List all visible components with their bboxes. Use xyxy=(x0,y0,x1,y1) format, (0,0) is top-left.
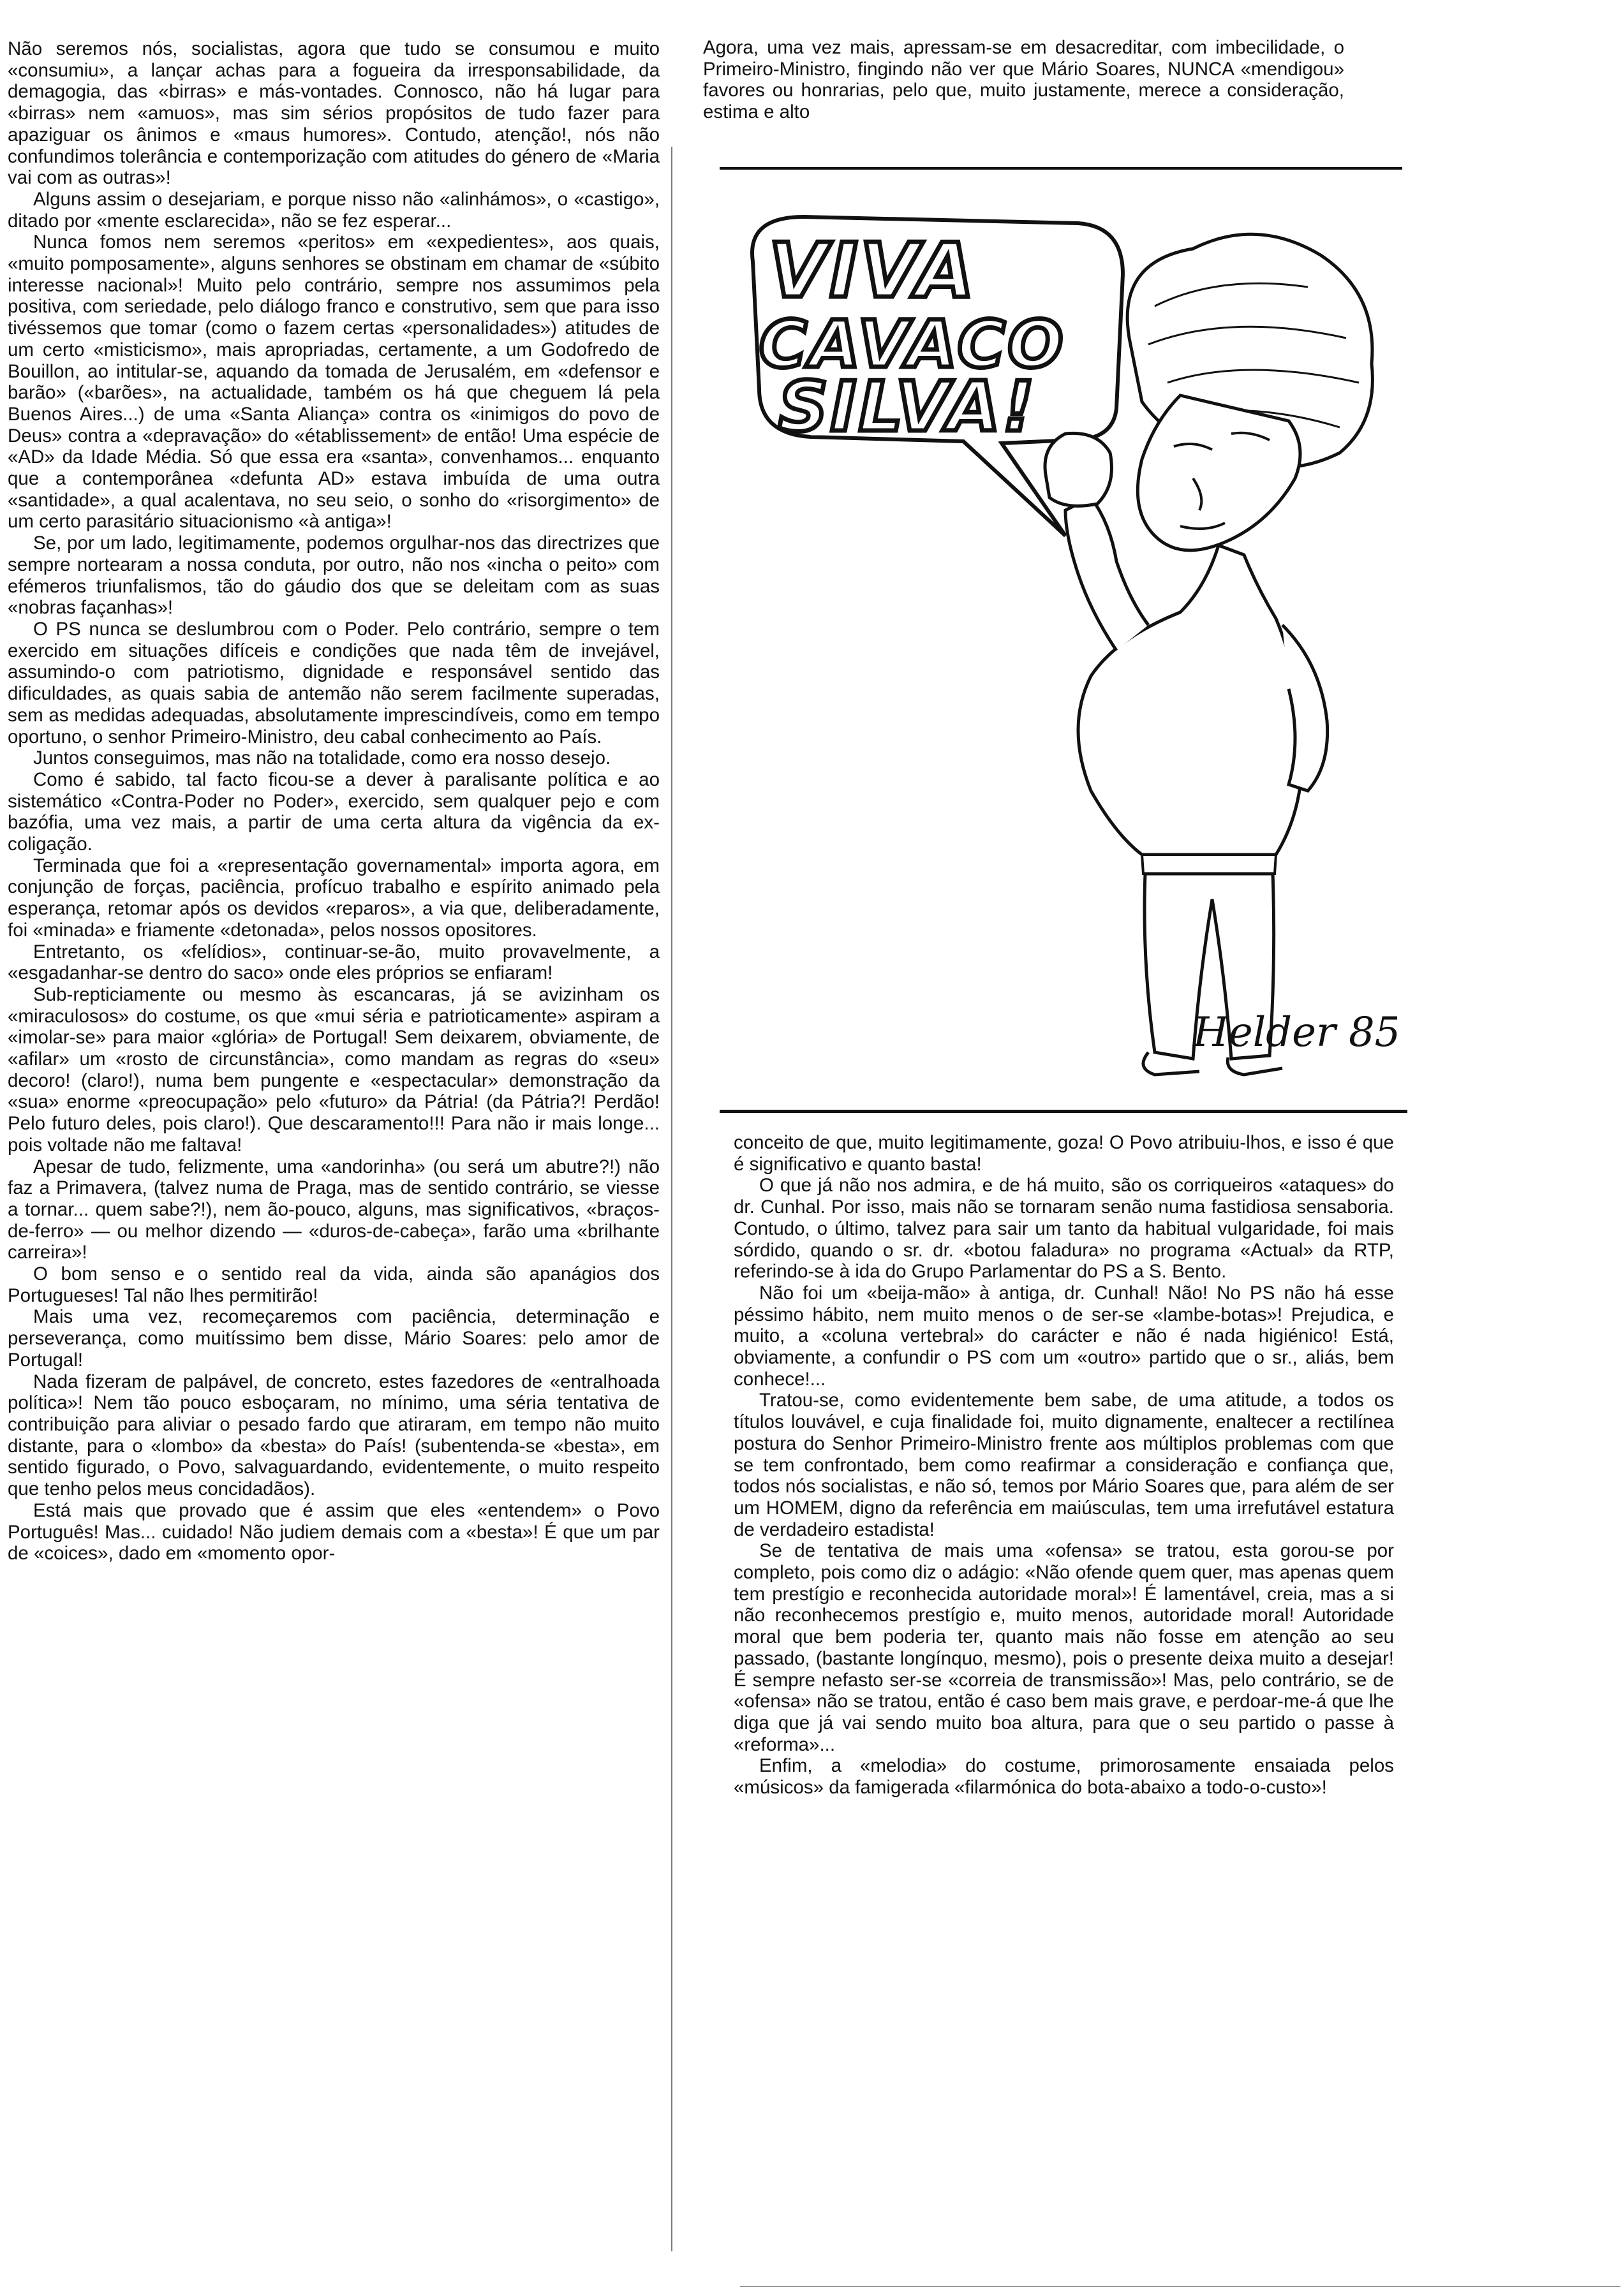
speech-line-2: CAVACO xyxy=(759,307,1066,383)
paragraph: Enfim, a «melodia» do costume, primorosamente ensaiada pelos «músicos» da famigerada «filarmónica do bota-abaixo a todo-o-custo»! xyxy=(734,1755,1394,1799)
figure-raised-arm xyxy=(1065,497,1148,651)
paragraph: Entretanto, os «felídios», continuar-se-ão, muito provavelmente, a «esgadanhar-se dentro do saco» onde eles próprios se enfiaram! xyxy=(8,941,660,984)
paragraph: Terminada que foi a «representação governamental» importa agora, em conjunção de forças, paciência, profícuo trabalho e espírito animado pela esperança, retomar após os devidos «reparos», a via que, deliberadamente, foi «minada» e friamente «detonada», pelos nossos opositores. xyxy=(8,855,660,941)
paragraph: Mais uma vez, recomeçaremos com paciência, determinação e perseverança, como muitíssimo bem disse, Mário Soares: pelo amor de Portugal! xyxy=(8,1306,660,1371)
paragraph: Sub-repticiamente ou mesmo às escancaras, já se avizinham os «miraculosos» do costume, os que «mui séria e patrioticamente» aspiram a «imolar-se» para maior «glória» de Portugal! Sem deixarem, obviamente, de «afilar» um «rosto de circunstância», como mandam as regras do «seu» decoro! (claro!), numa bem pungente e «espectacular» demonstração da «sua» enorme «preocupação» pelo «futuro» da Pátria! (da Pátria?! Perdão! Pelo futuro deles, pois claro!). Que descaramento!!! Para não ir mais longe... pois voltade não me faltava! xyxy=(8,983,660,1156)
paragraph: Nada fizeram de palpável, de concreto, estes fazedores de «entralhoada política»! Nem tão pouco esboçaram, no mínimo, uma séria tentativa de contribuição para aliviar o pesado fardo que atiraram, em tempo não muito distante, para o «lombo» da «besta» do País! (subentenda-se «besta», em sentido figurado, o Povo, salvaguardando, evidentemente, o muito respeito que tenho pelos meus concidadãos). xyxy=(8,1371,660,1500)
paragraph: O PS nunca se deslumbrou com o Poder. Pelo contrário, sempre o tem exercido em situações difíceis e condições que nada têm de invejável, assumindo-o com patriotismo, dignidade e responsável sentido das dificuldades, as quais sabia de antemão não serem facilmente superadas, sem as medidas adequadas, absolutamente imprescindíveis, como em tempo oportuno, o senhor Primeiro-Ministro, deu cabal conhecimento ao País. xyxy=(8,618,660,747)
column-divider xyxy=(671,147,672,2251)
paragraph: Como é sabido, tal facto ficou-se a dever à paralisante política e ao sistemático «Contra-Poder no Poder», exercido, sem qualquer pejo e com bazófia, uma vez mais, a partir de uma certa altura da vigência da ex-coligação. xyxy=(8,769,660,855)
paragraph: Juntos conseguimos, mas não na totalidade, como era nosso desejo. xyxy=(33,747,611,769)
speech-line-1: VIVA xyxy=(769,226,977,314)
speech-line-3: SILVA! xyxy=(778,367,1037,447)
figure-face xyxy=(1138,395,1300,550)
paragraph: conceito de que, muito legitimamente, goza! O Povo atribuiu-lhos, e isso é que é significativo e quanto basta! xyxy=(734,1132,1394,1175)
paragraph: Nunca fomos nem seremos «peritos» em «expedientes», aos quais, «muito pomposamente», alguns senhores se obstinam em chamar de «súbito interesse nacional»! Muito pelo contrário, sempre nos assumimos pela positiva, com seriedade, pelo diálogo franco e construtivo, sem que para isso tivéssemos que tomar (como o fazem certas «personalidades») atitudes de um certo «misticismo», mais apropriadas, certamente, a um Godofredo de Bouillon, ao intitular-se, aquando da tomada de Jerusalém, em «defensor e barão» («barões», na actualidade, também os há que cheguem lá pela Buenos Aires...) de uma «Santa Aliança» contra os «inimigos do povo de Deus» contra a «depravação» do «établissement» de então! Uma espécie de «AD» da Idade Média. Só que essa era «santa», convenhamos... enquanto que a contemporânea «defunta AD» estava imbuída de uma outra «santidade», a qual acalentava, no seu seio, o sonho do «risorgimento» de um certo parasitário situacionismo «à antiga»! xyxy=(8,232,660,533)
paragraph: Alguns assim o desejariam, e porque nisso não «alinhámos», o «castigo», ditado por «mente esclarecida», não se fez esperar... xyxy=(8,188,660,232)
paragraph: Se, por um lado, legitimamente, podemos orgulhar-nos das directrizes que sempre nortearam a nossa conduta, por outro, não nos «incha o peito» com efémeros triunfalismos, tão do gáudio dos que se deleitam com as suas «nobras façanhas»! xyxy=(8,533,660,619)
right-top-text xyxy=(703,37,1344,145)
paragraph: Não foi um «beija-mão» à antiga, dr. Cunhal! Não! No PS não há esse péssimo hábito, nem muito menos o de ser-se «lambe-botas»! Prejudica, e muito, a «coluna vertebral» do carácter e não é nada higiénico! Está, obviamente, a confundir o PS com um «outro» partido que o sr., aliás, bem conhece!... xyxy=(734,1282,1394,1390)
paragraph: O que já não nos admira, e de há muito, são os corriqueiros «ataques» do dr. Cunhal. Por isso, mais não se tornaram senão numa fastidiosa sensaboria. Contudo, o último, talvez para sair um tanto da habitual vulgaridade, foi mais sórdido, quando o sr. dr. «botou faladura» no programa «Actual» da RTP, referindo-se à ida do Grupo Parlamentar do PS a S. Bento. xyxy=(734,1175,1394,1283)
paragraph: O bom senso e o sentido real da vida, ainda são apanágios dos Portugueses! Tal não lhes permitirão! xyxy=(8,1263,660,1306)
paragraph: Se de tentativa de mais uma «ofensa» se tratou, esta gorou-se por completo, pois como diz o adágio: «Não ofende quem quer, mas apenas quem tem prestígio e reconhecida autoridade moral»! É lamentável, creia, mas a si não reconhecemos prestígio e, muito menos, autoridade moral! Autoridade moral que bem poderia ter, quanto mais não fosse em atenção ao seu passado, (bastante longínquo, mesmo), pois o presente deixa muito a desejar! É sempre nefasto ser-se «correia de transmissão»! Mas, pelo contrário, se de «ofensa» não se tratou, então é caso bem mais grave, e perdoar-me-á que lhe diga que já vai sendo muito boa altura, para que o seu partido o passe à «reforma»... xyxy=(734,1540,1394,1755)
paragraph: Apesar de tudo, felizmente, uma «andorinha» (ou será um abutre?!) não faz a Primavera, (talvez numa de Praga, mas de sentido contrário, se viesse a tornar... quem sabe?!), nem ão-pouco, alguns, mas significativos, «braços-de-ferro» — ou melhor dizendo — «duros-de-cabeça», farão uma «brilhante carreira»! xyxy=(8,1156,660,1263)
rule-below-cartoon xyxy=(720,1110,1407,1113)
paragraph: Tratou-se, como evidentemente bem sabe, de uma atitude, a todos os títulos louvável, e cuja finalidade foi, muito dignamente, enaltecer a rectilínea postura do Senhor Primeiro-Ministro frente aos múltiplos problemas com que se tem confrontado, bem como reafirmar a consideração e confiança que, todos nós socialistas, e não só, temos por Mário Soares que, para além de ser um HOMEM, digno da referência em maiúsculas, tem uma irrefutável estatura de verdadeiro estadista! xyxy=(734,1390,1394,1540)
paragraph: Está mais que provado que é assim que eles «entendem» o Povo Português! Mas... cuidado! Não judiem demais com a «besta»! É que um par de «coices», dado em «momento opor- xyxy=(8,1499,660,1564)
cartoonist-signature: Helder 85 xyxy=(1193,1009,1397,1056)
caricature-cartoon xyxy=(734,179,1397,1097)
paragraph: Agora, uma vez mais, apressam-se em desacreditar, com imbecilidade, o Primeiro-Ministro, fingindo não ver que Mário Soares, NUNCA «mendigou» favores ou honrarias, pelo que, muito justamente, merece a consideração, estima e alto xyxy=(703,37,1344,123)
page-bottom-rule xyxy=(740,2286,1620,2287)
cartoon-drawing xyxy=(734,179,1397,1097)
fist xyxy=(1045,433,1112,506)
rule-above-cartoon xyxy=(720,167,1402,170)
paragraph: Não seremos nós, socialistas, agora que tudo se consumou e muito «consumiu», a lançar achas para a fogueira da irresponsabilidade, da demagogia, das «birras» e más-vontades. Connosco, não há lugar para «birras» nem «amuos», mas sim sérios propósitos de tudo fazer para apaziguar os ânimos e «maus humores». Contudo, atenção!, nós não confundimos tolerância e contemporização com atitudes do género de «Maria vai com as outras»! xyxy=(8,38,660,189)
left-article-column xyxy=(8,38,660,2283)
right-bottom-text xyxy=(734,1132,1394,2089)
